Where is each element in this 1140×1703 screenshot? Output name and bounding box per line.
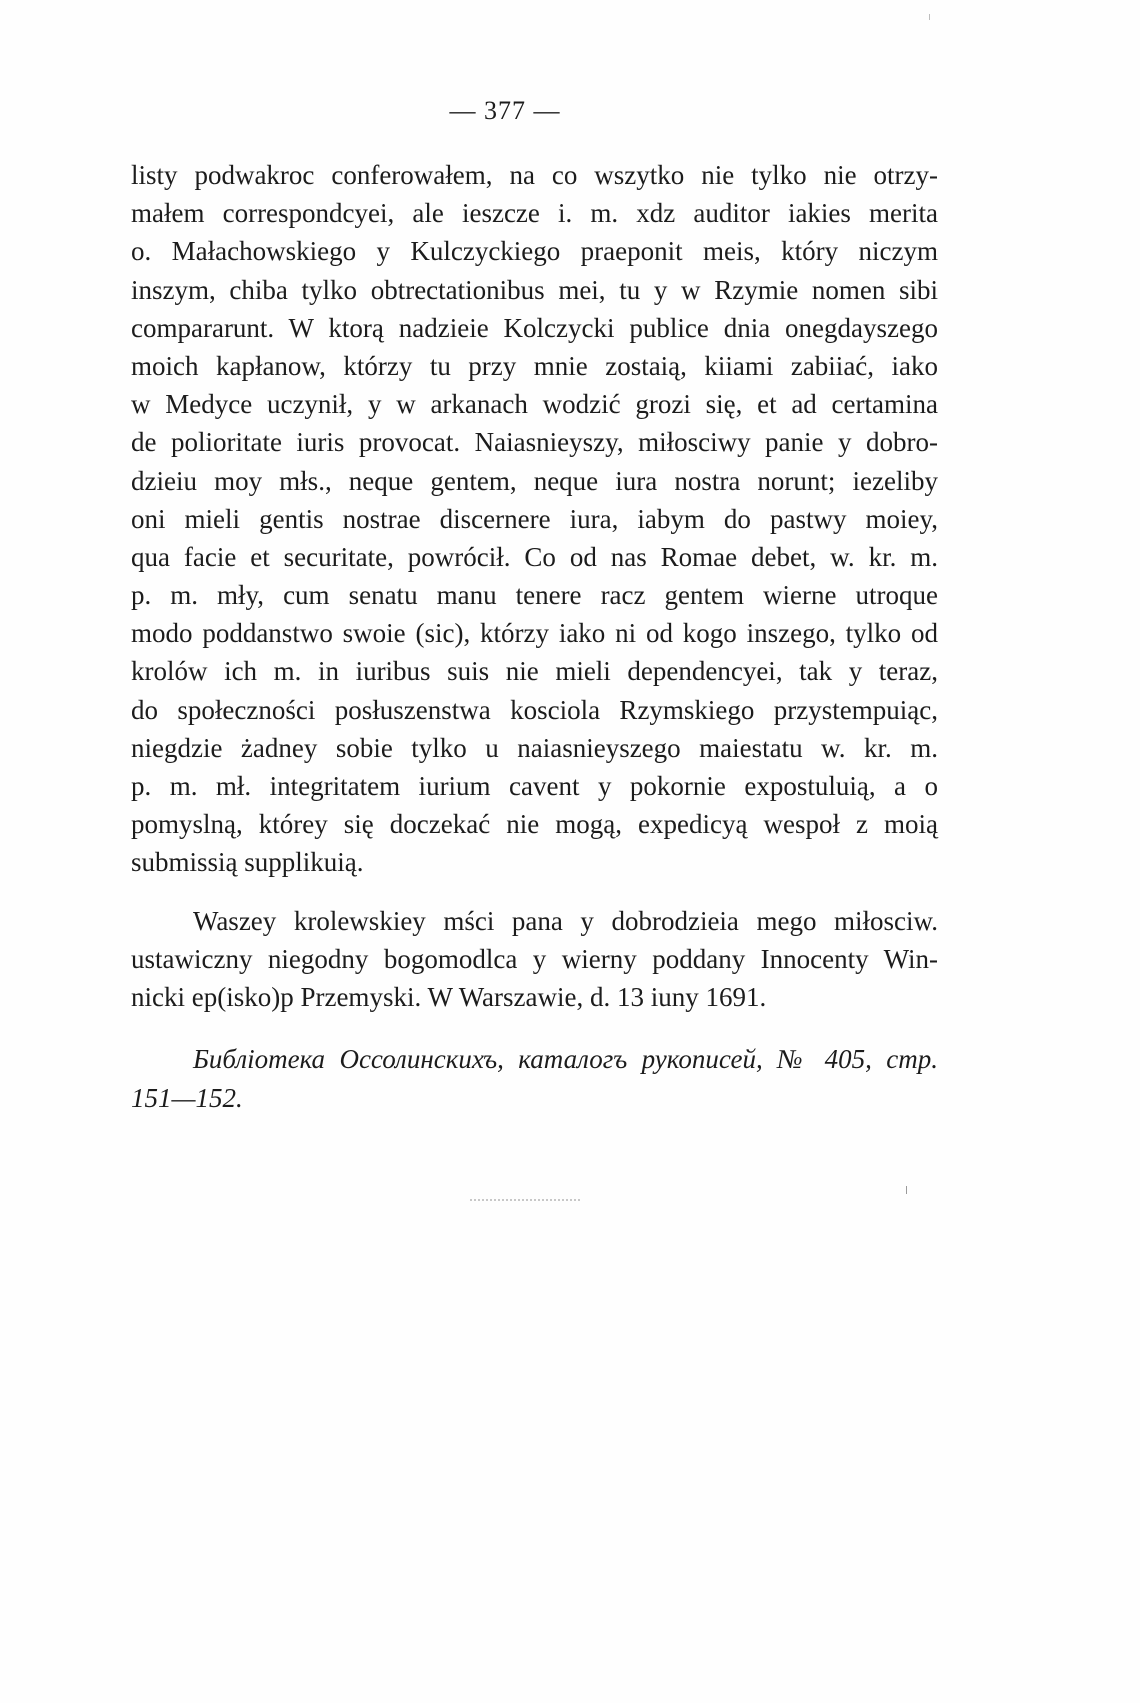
text-line: ustawiczny niegodny bogomodlca y wierny poddany Innocenty Win-	[131, 943, 938, 974]
text-line: Waszey krolewskiey mści pana y dobrodzieia mego miłosciw.	[193, 905, 938, 936]
text-line: inszym, chiba tylko obtrectationibus mei, tu y w Rzymie nomen sibi	[131, 274, 938, 305]
text-line: do społeczności posłuszenstwa kosciola Rzymskiego przystempuiąc,	[131, 694, 938, 725]
text-line: dzieiu moy młs., neque gentem, neque iura nostra norunt; iezeliby	[131, 465, 938, 496]
text-line: moich kapłanow, którzy tu przy mnie zostaią, kiiami zabiiać, iako	[131, 350, 938, 381]
text-line: małem correspondcyei, ale ieszcze i. m. xdz auditor iakies merita	[131, 198, 938, 229]
print-mark	[906, 1186, 907, 1194]
print-specks	[470, 1199, 580, 1207]
print-mark	[929, 14, 930, 20]
text-line: nicki ep(isko)p Przemyski. W Warszawie, d. 13 iuny 1691.	[131, 981, 767, 1012]
letter-body	[131, 156, 938, 1016]
text-line: modo poddanstwo swoie (sic), którzy iako ni od kogo inszego, tylko od	[131, 618, 938, 649]
text-line: p. m. mł. integritatem iurium cavent y pokornie expostuluią, a o	[131, 771, 938, 801]
text-line: niegdzie żadney sobie tylko u naiasnieyszego maiestatu w. kr. m.	[131, 732, 938, 763]
text-line: qua facie et securitate, powrócił. Co od nas Romae debet, w. kr. m.	[131, 541, 938, 572]
text-line: krolów ich m. in iuribus suis nie mieli dependencyei, tak y teraz,	[131, 656, 938, 687]
text-line: compararunt. W ktorą nadzieie Kolczycki publice dnia onegdayszego	[131, 312, 938, 343]
text-line: o. Małachowskiego y Kulczyckiego praeponit meis, który niczym	[131, 236, 938, 267]
text-line: submissią supplikuią.	[131, 847, 364, 878]
text-line: pomyslną, którey się doczekać nie mogą, expedicyą wespoł z moią	[131, 809, 938, 840]
citation-line: Библіотека Оссолинскихъ, каталогъ рукописей, № 405, стр.	[193, 1044, 938, 1074]
text-line: de polioritate iuris provocat. Naiasnieyszy, miłosciwy panie y dobro-	[131, 427, 938, 458]
text-line: w Medyce uczynił, y w arkanach wodzić grozi się, et ad certamina	[131, 389, 938, 420]
text-line: oni mieli gentis nostrae discernere iura, iabym do pastwy moiey,	[131, 503, 938, 534]
text-line: p. m. mły, cum senatu manu tenere racz gentem wierne utroque	[131, 580, 938, 611]
source-citation	[131, 1040, 938, 1118]
citation-line: 151—152.	[131, 1083, 243, 1113]
text-line: listy podwakroc conferowałem, na co wszytko nie tylko nie otrzy-	[131, 160, 938, 190]
paragraph-gap	[131, 882, 938, 902]
page-number: — 377 —	[449, 96, 561, 125]
